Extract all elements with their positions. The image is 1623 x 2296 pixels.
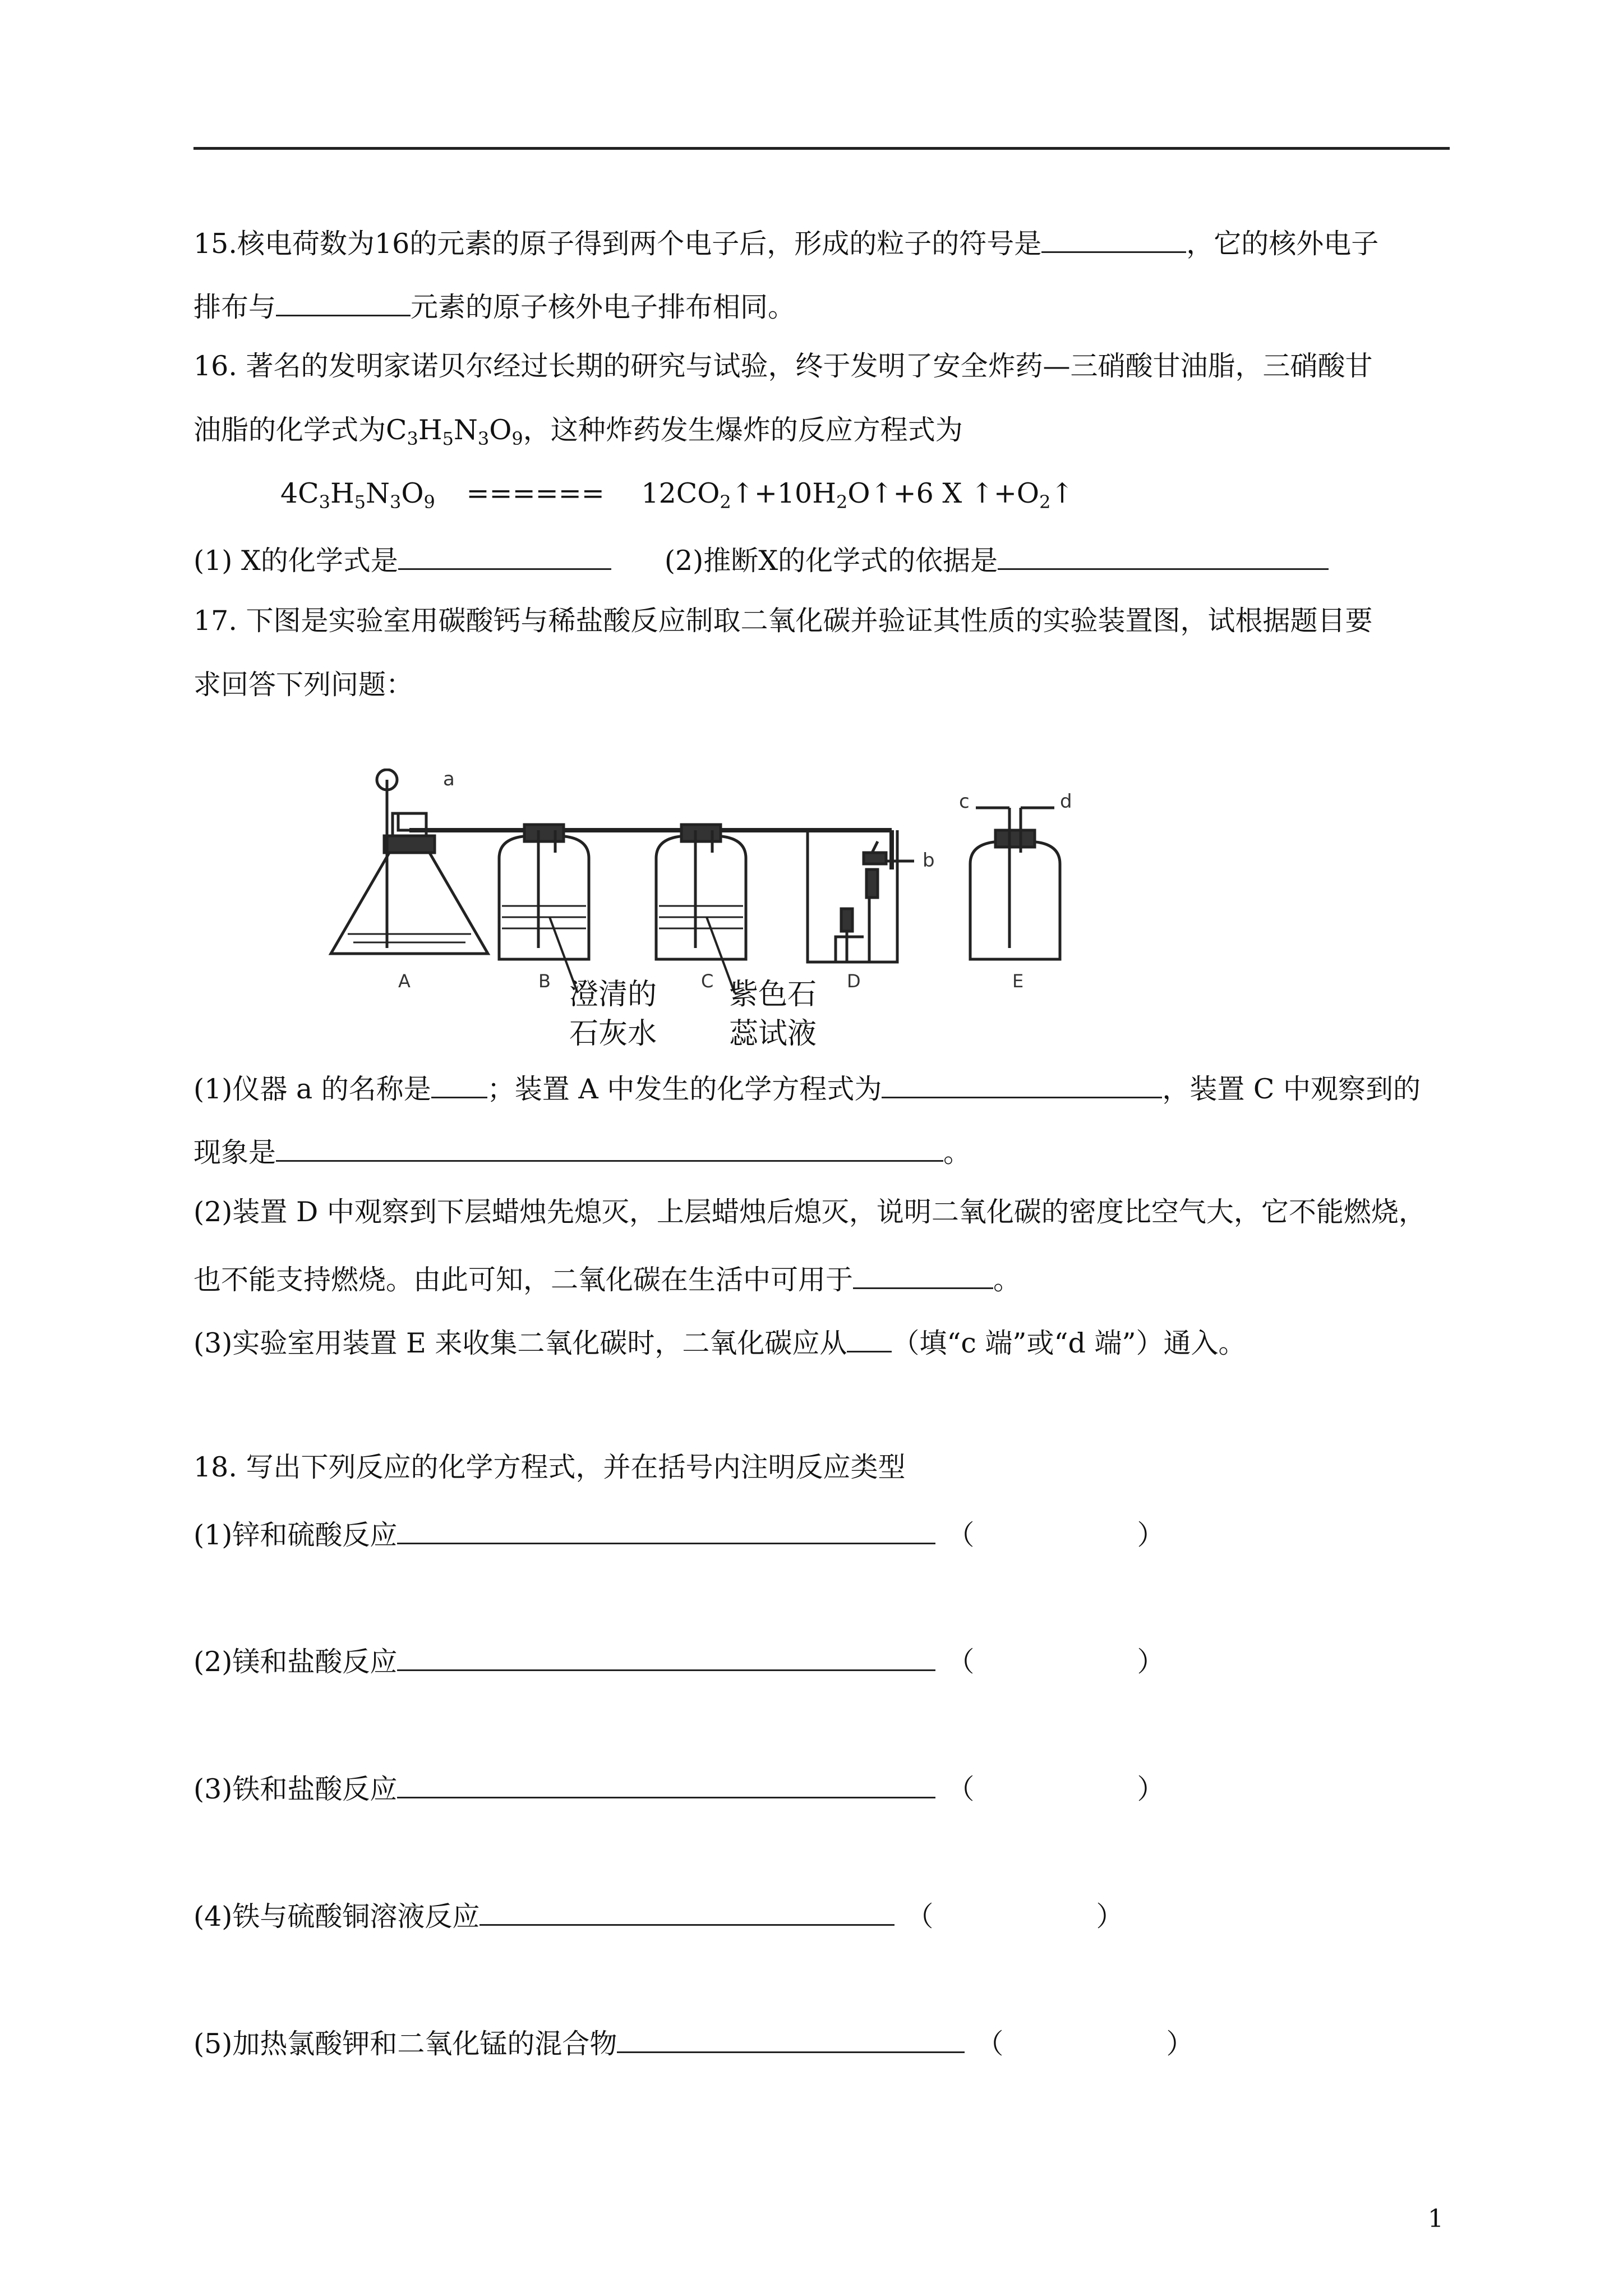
q18-blank-equation-3[interactable] <box>397 1769 935 1798</box>
q17-p1-line2: 现象是 。 <box>193 1132 971 1170</box>
q15-blank-element[interactable] <box>276 287 411 316</box>
q16-blank-basis[interactable] <box>998 540 1329 570</box>
figure-label-B: B <box>538 970 551 992</box>
q15-line2: 排布与 元素的原子核外电子排布相同。 <box>193 287 795 324</box>
figure-label-D: D <box>847 970 861 992</box>
q18-blank-equation-5[interactable] <box>617 2023 965 2053</box>
q18-blank-equation-4[interactable] <box>479 1896 895 1926</box>
q18-title: 18. 写出下列反应的化学方程式，并在括号内注明反应类型 <box>193 1451 906 1483</box>
figure-label-d: d <box>1060 790 1072 813</box>
q17-line1: 17. 下图是实验室用碳酸钙与稀盐酸反应制取二氧化碳并验证其性质的实验装置图，试根据题目要 <box>193 605 1373 637</box>
q18-blank-equation-1[interactable] <box>397 1515 935 1544</box>
q17-blank-usage[interactable] <box>853 1259 993 1289</box>
figure-label-c: c <box>959 790 970 813</box>
figure-annotation-litmus-1: 紫色石 <box>729 978 817 1011</box>
q17-line2: 求回答下列问题： <box>193 669 414 701</box>
q17-p1-line1: (1)仪器 a 的名称是 ；装置 A 中发生的化学方程式为 ，装置 C 中观察到的 <box>193 1069 1421 1106</box>
q17-blank-instrument[interactable] <box>431 1069 487 1098</box>
figure-label-b: b <box>923 849 935 872</box>
q18-item-2: (2)镁和盐酸反应 （ ） <box>193 1641 1164 1679</box>
q15-line1: 15.核电荷数为16的元素的原子得到两个电子后，形成的粒子的符号是 ，它的核外电子 <box>193 223 1378 261</box>
q15-blank-symbol[interactable] <box>1041 223 1186 253</box>
q17-p3: (3)实验室用装置 E 来收集二氧化碳时，二氧化碳应从 （填“c 端”或“d 端”）通入。 <box>193 1323 1246 1360</box>
q17-blank-phenomenon[interactable] <box>276 1132 943 1162</box>
q18-item-4: (4)铁与硫酸铜溶液反应 （ ） <box>193 1896 1123 1934</box>
q17-p2-line2: 也不能支持燃烧。由此可知，二氧化碳在生活中可用于 。 <box>193 1259 1021 1297</box>
q16-equation: $4C_3H_5N_3O_9$ ====== $12CO_2↑+10H_2O↑+6$ X $↑+O_2↑$ <box>280 477 1074 513</box>
q17-blank-inlet[interactable] <box>847 1323 892 1352</box>
q16-parts: (1) X的化学式是 (2)推断X的化学式的依据是 <box>193 540 1329 578</box>
q18-item-3: (3)铁和盐酸反应 （ ） <box>193 1769 1164 1806</box>
figure-annotation-limewater-1: 澄清的 <box>569 978 657 1011</box>
q16-blank-formula[interactable] <box>398 540 611 570</box>
figure-annotation-limewater-2: 石灰水 <box>569 1017 657 1051</box>
figure-label-E: E <box>1012 970 1024 992</box>
header-rule <box>193 147 1450 150</box>
page-number: 1 <box>1428 2205 1444 2233</box>
q18-item-1: (1)锌和硫酸反应 （ ） <box>193 1515 1164 1552</box>
q16-line2: 油脂的化学式为$C_3H_5N_3O_9$，这种炸药发生爆炸的反应方程式为 <box>193 414 963 449</box>
q18-item-5: (5)加热氯酸钾和二氧化锰的混合物 （ ） <box>193 2023 1193 2061</box>
q18-blank-equation-2[interactable] <box>397 1641 935 1671</box>
q17-blank-equation[interactable] <box>882 1069 1162 1098</box>
figure-label-C: C <box>701 970 714 992</box>
q17-p2-line1: (2)装置 D 中观察到下层蜡烛先熄灭，上层蜡烛后熄灭，说明二氧化碳的密度比空气大，它不能燃烧， <box>193 1196 1426 1228</box>
figure-label-A: A <box>398 970 411 992</box>
q16-line1: 16. 著名的发明家诺贝尔经过长期的研究与试验，终于发明了安全炸药—三硝酸甘油脂，三硝酸甘 <box>193 350 1373 382</box>
apparatus-figure <box>314 769 1211 1055</box>
figure-label-a: a <box>443 769 455 790</box>
figure-annotation-litmus-2: 蕊试液 <box>729 1017 817 1051</box>
